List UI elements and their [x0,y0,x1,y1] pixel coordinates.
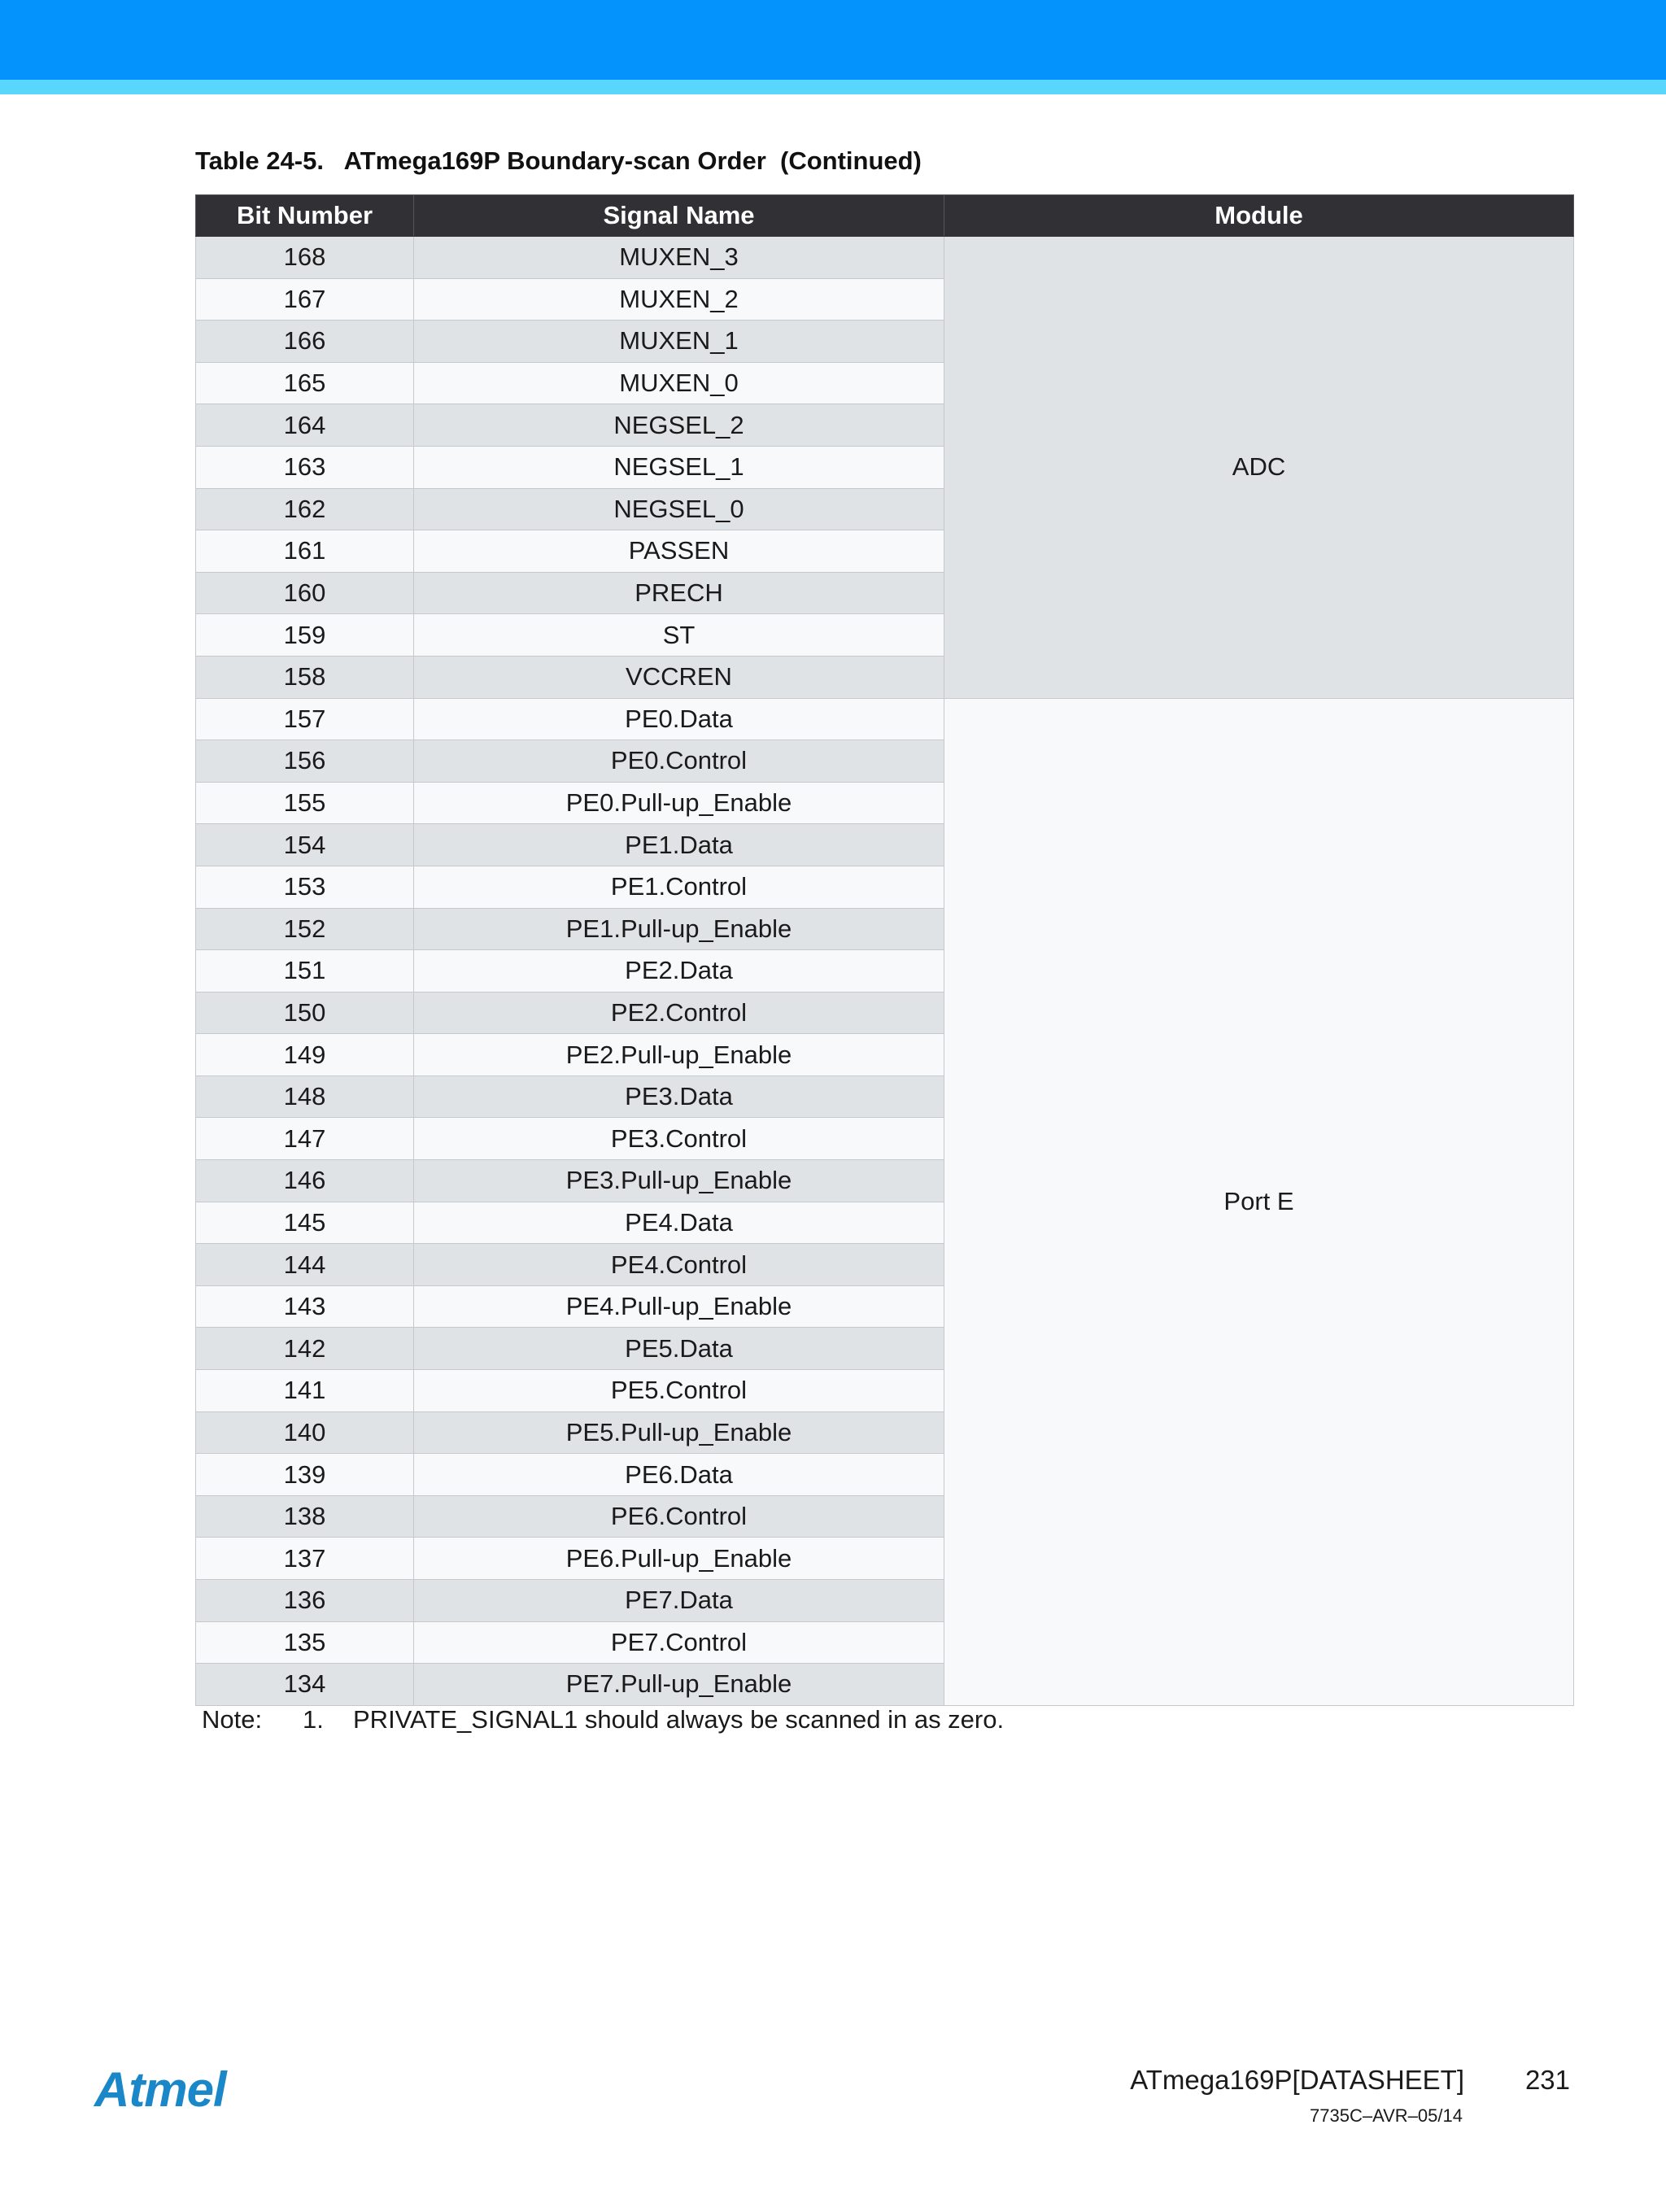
signal-name-cell: NEGSEL_1 [414,446,944,488]
boundary-scan-table [195,194,1574,1706]
signal-name-cell: PE6.Data [414,1454,944,1496]
bit-number-cell: 149 [196,1034,414,1076]
bit-number-cell: 141 [196,1370,414,1412]
signal-name-cell: PE0.Control [414,740,944,783]
signal-name-cell: PE3.Data [414,1075,944,1118]
bit-number-cell: 134 [196,1664,414,1706]
table-body [196,237,1574,1706]
signal-name-cell: PE7.Control [414,1621,944,1664]
module-cell: ADC [944,237,1574,699]
signal-name-cell: PE7.Data [414,1580,944,1622]
signal-name-cell: ST [414,614,944,657]
signal-name-cell: PRECH [414,572,944,614]
column-header-signal-name: Signal Name [414,195,944,237]
bit-number-cell: 167 [196,278,414,321]
signal-name-cell: PE3.Control [414,1118,944,1160]
bit-number-cell: 140 [196,1411,414,1454]
signal-name-cell: MUXEN_3 [414,237,944,279]
bit-number-cell: 162 [196,488,414,530]
signal-name-cell: PE5.Control [414,1370,944,1412]
bit-number-cell: 158 [196,656,414,698]
signal-name-cell: PE7.Pull-up_Enable [414,1664,944,1706]
bit-number-cell: 148 [196,1075,414,1118]
table-row [196,237,1574,279]
signal-name-cell: PE4.Data [414,1202,944,1244]
signal-name-cell: PASSEN [414,530,944,573]
bit-number-cell: 150 [196,992,414,1034]
atmel-logo: Atmel [94,2062,226,2117]
signal-name-cell: PE2.Control [414,992,944,1034]
bit-number-cell: 165 [196,362,414,404]
signal-name-cell: PE2.Data [414,950,944,993]
bit-number-cell: 166 [196,321,414,363]
table-caption: Table 24-5. ATmega169P Boundary-scan Order (Continued) [195,146,922,175]
signal-name-cell: PE1.Data [414,824,944,866]
signal-name-cell: MUXEN_2 [414,278,944,321]
footer-doc-title: ATmega169P[DATASHEET] [1130,2065,1464,2095]
table-row [196,698,1574,740]
bit-number-cell: 144 [196,1244,414,1286]
note-number: 1. [303,1705,324,1734]
signal-name-cell: PE6.Control [414,1495,944,1538]
signal-name-cell: NEGSEL_0 [414,488,944,530]
bit-number-cell: 147 [196,1118,414,1160]
bit-number-cell: 153 [196,866,414,908]
bit-number-cell: 152 [196,908,414,950]
bit-number-cell: 157 [196,698,414,740]
bit-number-cell: 138 [196,1495,414,1538]
bit-number-cell: 160 [196,572,414,614]
signal-name-cell: PE4.Control [414,1244,944,1286]
bit-number-cell: 156 [196,740,414,783]
bit-number-cell: 143 [196,1285,414,1328]
header-bar [0,0,1666,80]
bit-number-cell: 155 [196,782,414,824]
bit-number-cell: 159 [196,614,414,657]
signal-name-cell: NEGSEL_2 [414,404,944,447]
column-header-bit-number: Bit Number [196,195,414,237]
footer-doc-code: 7735C–AVR–05/14 [1310,2105,1463,2126]
bit-number-cell: 168 [196,237,414,279]
signal-name-cell: PE0.Data [414,698,944,740]
signal-name-cell: MUXEN_0 [414,362,944,404]
signal-name-cell: PE2.Pull-up_Enable [414,1034,944,1076]
signal-name-cell: PE4.Pull-up_Enable [414,1285,944,1328]
signal-name-cell: PE0.Pull-up_Enable [414,782,944,824]
bit-number-cell: 164 [196,404,414,447]
note-text: PRIVATE_SIGNAL1 should always be scanned in as zero. [353,1705,1005,1734]
column-header-module: Module [944,195,1574,237]
header-stripe [0,80,1666,94]
bit-number-cell: 139 [196,1454,414,1496]
bit-number-cell: 142 [196,1328,414,1370]
signal-name-cell: PE5.Data [414,1328,944,1370]
signal-name-cell: VCCREN [414,656,944,698]
module-cell: Port E [944,698,1574,1705]
bit-number-cell: 163 [196,446,414,488]
signal-name-cell: PE3.Pull-up_Enable [414,1160,944,1202]
bit-number-cell: 154 [196,824,414,866]
bit-number-cell: 151 [196,950,414,993]
signal-name-cell: MUXEN_1 [414,321,944,363]
signal-name-cell: PE6.Pull-up_Enable [414,1538,944,1580]
bit-number-cell: 135 [196,1621,414,1664]
signal-name-cell: PE1.Control [414,866,944,908]
footer-page-number: 231 [1524,2065,1570,2095]
bit-number-cell: 161 [196,530,414,573]
bit-number-cell: 137 [196,1538,414,1580]
note-label: Note: [202,1705,263,1734]
bit-number-cell: 146 [196,1160,414,1202]
signal-name-cell: PE1.Pull-up_Enable [414,908,944,950]
table-header-row [196,195,1574,237]
bit-number-cell: 136 [196,1580,414,1622]
signal-name-cell: PE5.Pull-up_Enable [414,1411,944,1454]
bit-number-cell: 145 [196,1202,414,1244]
